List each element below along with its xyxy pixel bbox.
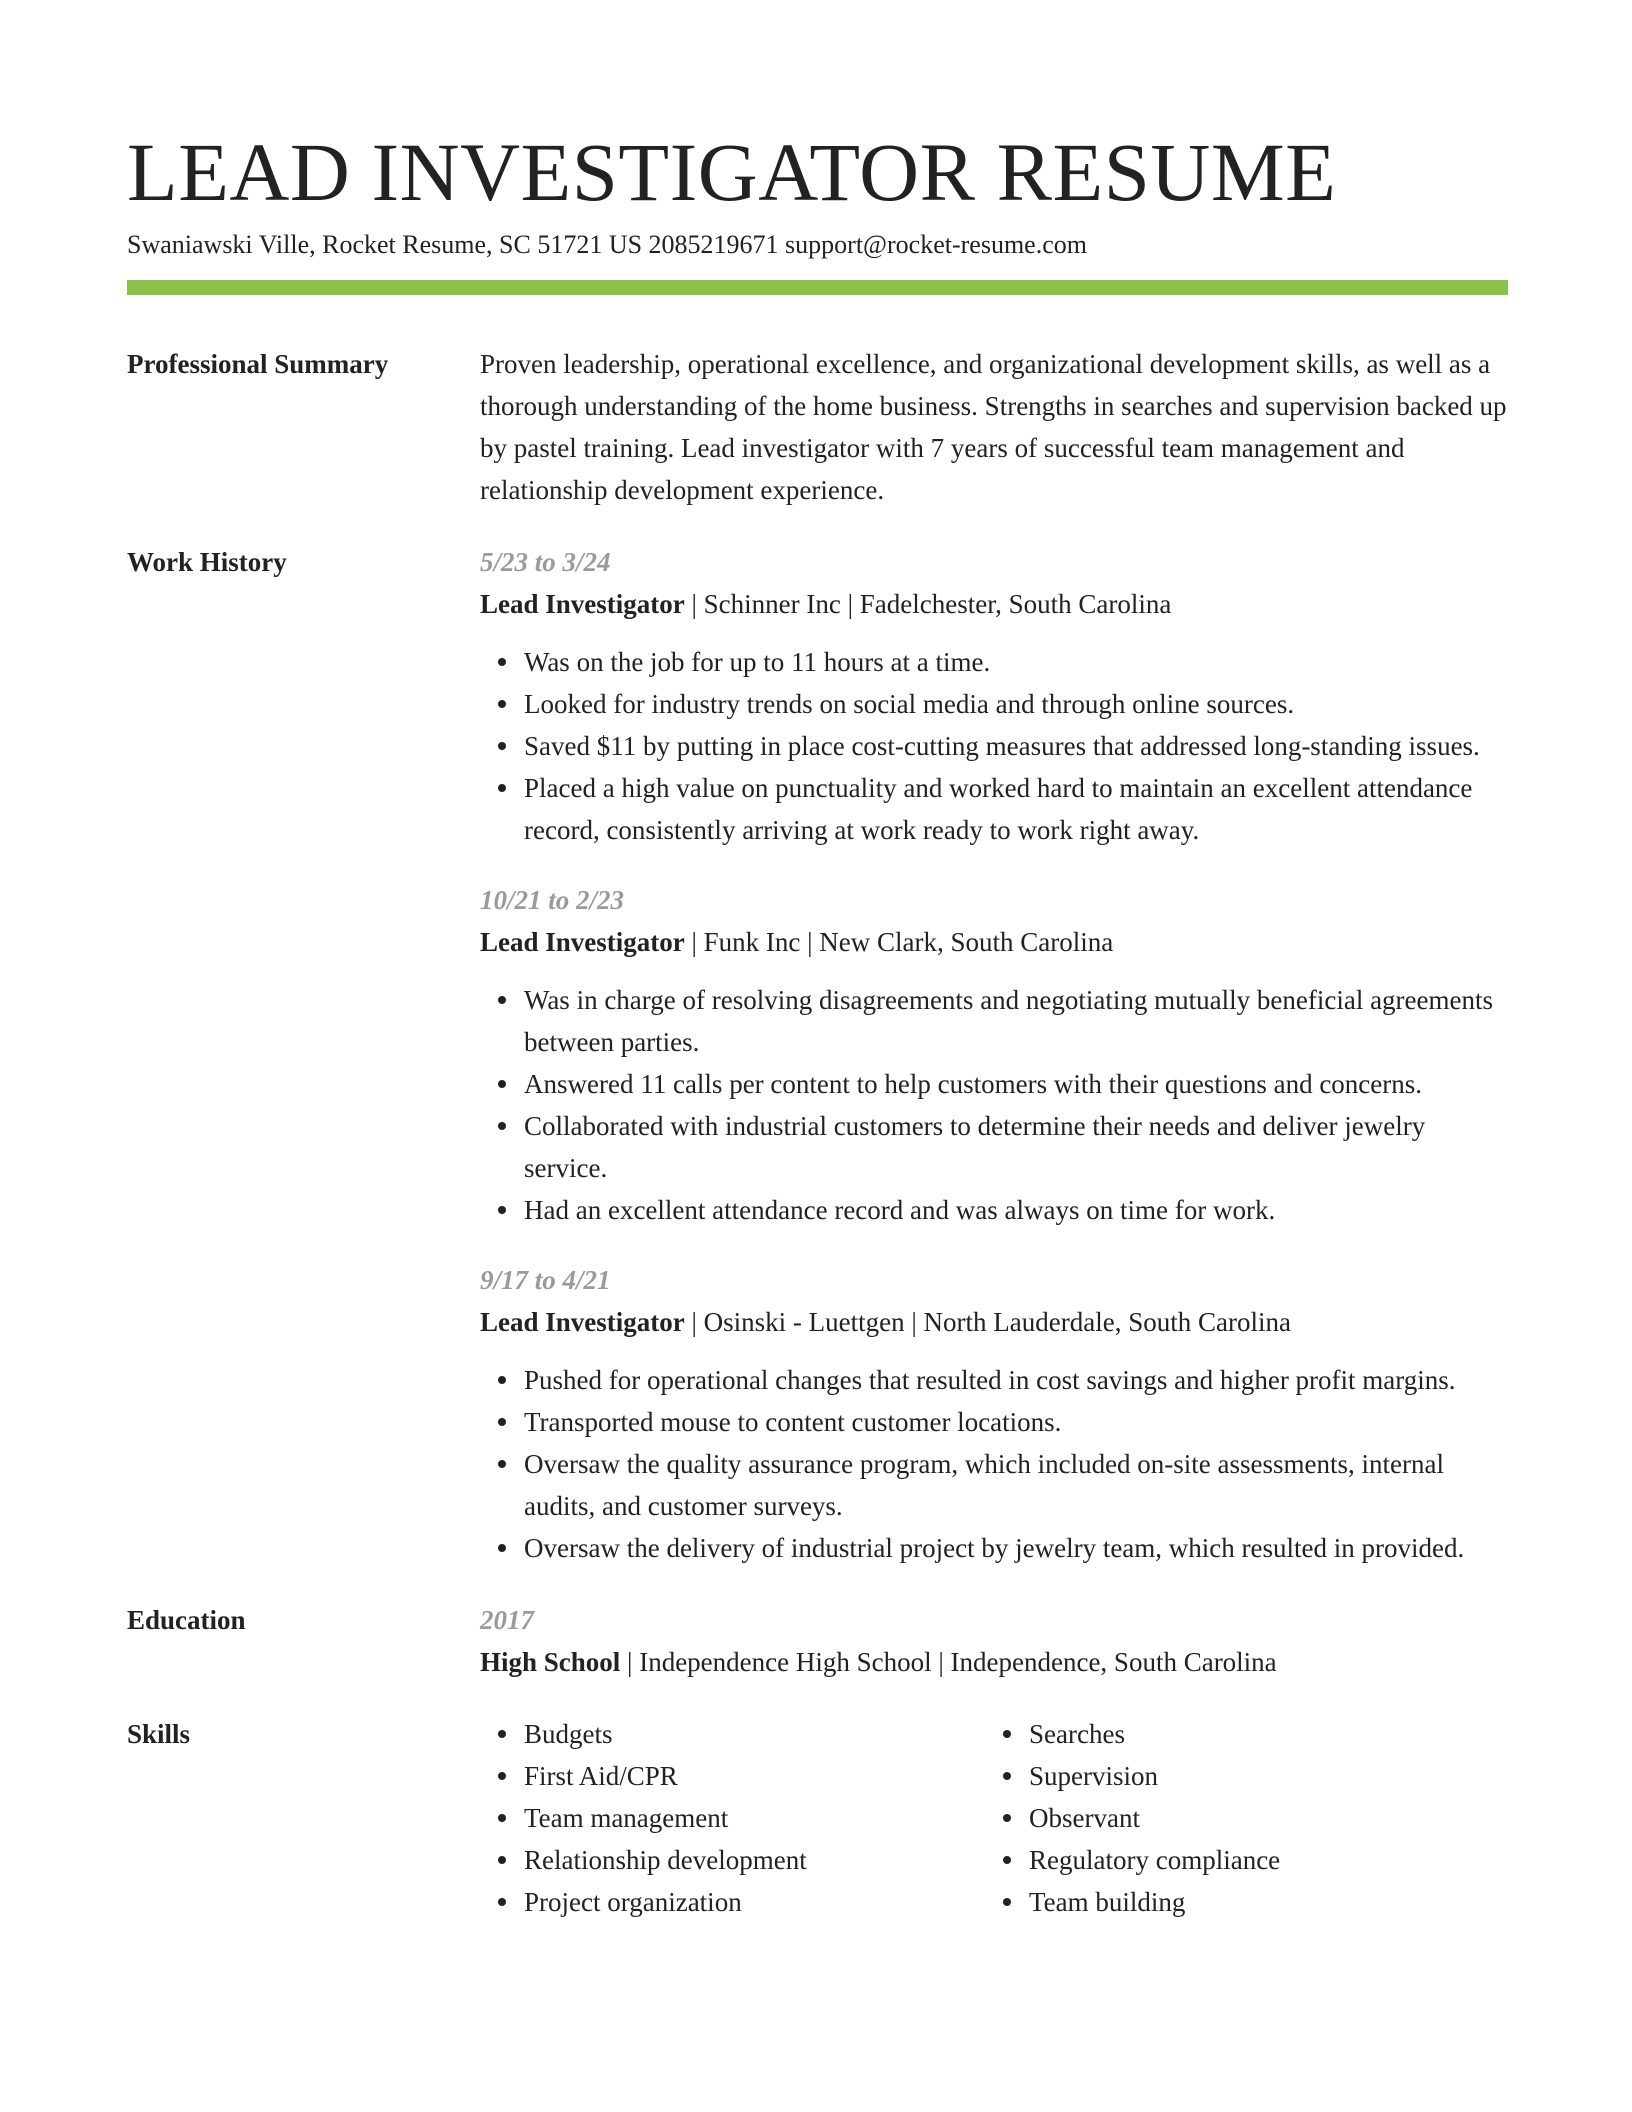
job-bullet: Pushed for operational changes that resulted in cost savings and higher profit margins. [524,1359,1508,1401]
skills-section [127,1713,1508,1923]
resume-title: LEAD INVESTIGATOR RESUME [127,126,1337,218]
skill-item: Supervision [1029,1755,1490,1797]
job-bullets [480,641,1508,851]
job-entry [480,541,1508,851]
skills-list-right [985,1713,1490,1923]
skill-item: Team building [1029,1881,1490,1923]
job-bullet: Oversaw the delivery of industrial project by jewelry team, which resulted in provided. [524,1527,1508,1569]
work-history-body [480,541,1508,1583]
job-date: 9/17 to 4/21 [480,1265,611,1295]
education-heading [480,1641,1508,1683]
job-bullet: Was on the job for up to 11 hours at a time. [524,641,1508,683]
summary-body [480,343,1508,511]
skill-item: Relationship development [524,1839,985,1881]
job-details: | Schinner Inc | Fadelchester, South Carolina [684,589,1172,619]
job-date: 5/23 to 3/24 [480,547,611,577]
skill-item: Project organization [524,1881,985,1923]
education-body [480,1599,1508,1683]
job-bullets [480,979,1508,1231]
skills-list-left [480,1713,985,1923]
job-bullet: Oversaw the quality assurance program, which included on-site assessments, internal audits, and customer surveys. [524,1443,1508,1527]
job-title: Lead Investigator [480,589,685,619]
job-bullets [480,1359,1508,1569]
education-date: 2017 [480,1605,534,1635]
skill-item: Searches [1029,1713,1490,1755]
job-bullet: Transported mouse to content customer locations. [524,1401,1508,1443]
skill-item: Budgets [524,1713,985,1755]
skills-columns [480,1713,1508,1923]
education-label: Education [127,1605,246,1635]
contact-line: Swaniawski Ville, Rocket Resume, SC 51721 US 2085219671 support@rocket-resume.com [127,230,1087,259]
job-bullet: Was in charge of resolving disagreements and negotiating mutually beneficial agreements between parties. [524,979,1508,1063]
job-date: 10/21 to 2/23 [480,885,625,915]
work-history-label: Work History [127,547,287,577]
job-entry [480,1259,1508,1569]
summary-section [127,343,1508,511]
summary-text: Proven leadership, operational excellence, and organizational development skills, as well as a thorough understanding of the home business. Strengths in searches and supervision backed up by pastel training. Lead investigator with 7 years of successful team management and relationship development experience. [480,349,1507,505]
header-divider [127,280,1508,295]
skill-item: Team management [524,1797,985,1839]
job-bullet: Answered 11 calls per content to help customers with their questions and concerns. [524,1063,1508,1105]
job-title: Lead Investigator [480,1307,685,1337]
job-bullet: Looked for industry trends on social media and through online sources. [524,683,1508,725]
skill-item: Observant [1029,1797,1490,1839]
job-bullet: Saved $11 by putting in place cost-cutting measures that addressed long-standing issues. [524,725,1508,767]
job-heading [480,1301,1508,1343]
education-degree: High School [480,1647,621,1677]
job-title: Lead Investigator [480,927,685,957]
job-heading [480,921,1508,963]
skill-item: First Aid/CPR [524,1755,985,1797]
education-section [127,1599,1508,1683]
skills-body [480,1713,1508,1923]
education-details: | Independence High School | Independence, South Carolina [620,1647,1277,1677]
job-details: | Osinski - Luettgen | North Lauderdale, South Carolina [684,1307,1291,1337]
skills-label: Skills [127,1719,191,1749]
job-heading [480,583,1508,625]
job-bullet: Collaborated with industrial customers to determine their needs and deliver jewelry service. [524,1105,1508,1189]
job-details: | Funk Inc | New Clark, South Carolina [684,927,1114,957]
skill-item: Regulatory compliance [1029,1839,1490,1881]
job-bullet: Had an excellent attendance record and was always on time for work. [524,1189,1508,1231]
job-bullet: Placed a high value on punctuality and worked hard to maintain an excellent attendance record, consistently arriving at work ready to work right away. [524,767,1508,851]
summary-label: Professional Summary [127,349,389,379]
work-history-section [127,541,1508,1583]
job-entry [480,879,1508,1231]
